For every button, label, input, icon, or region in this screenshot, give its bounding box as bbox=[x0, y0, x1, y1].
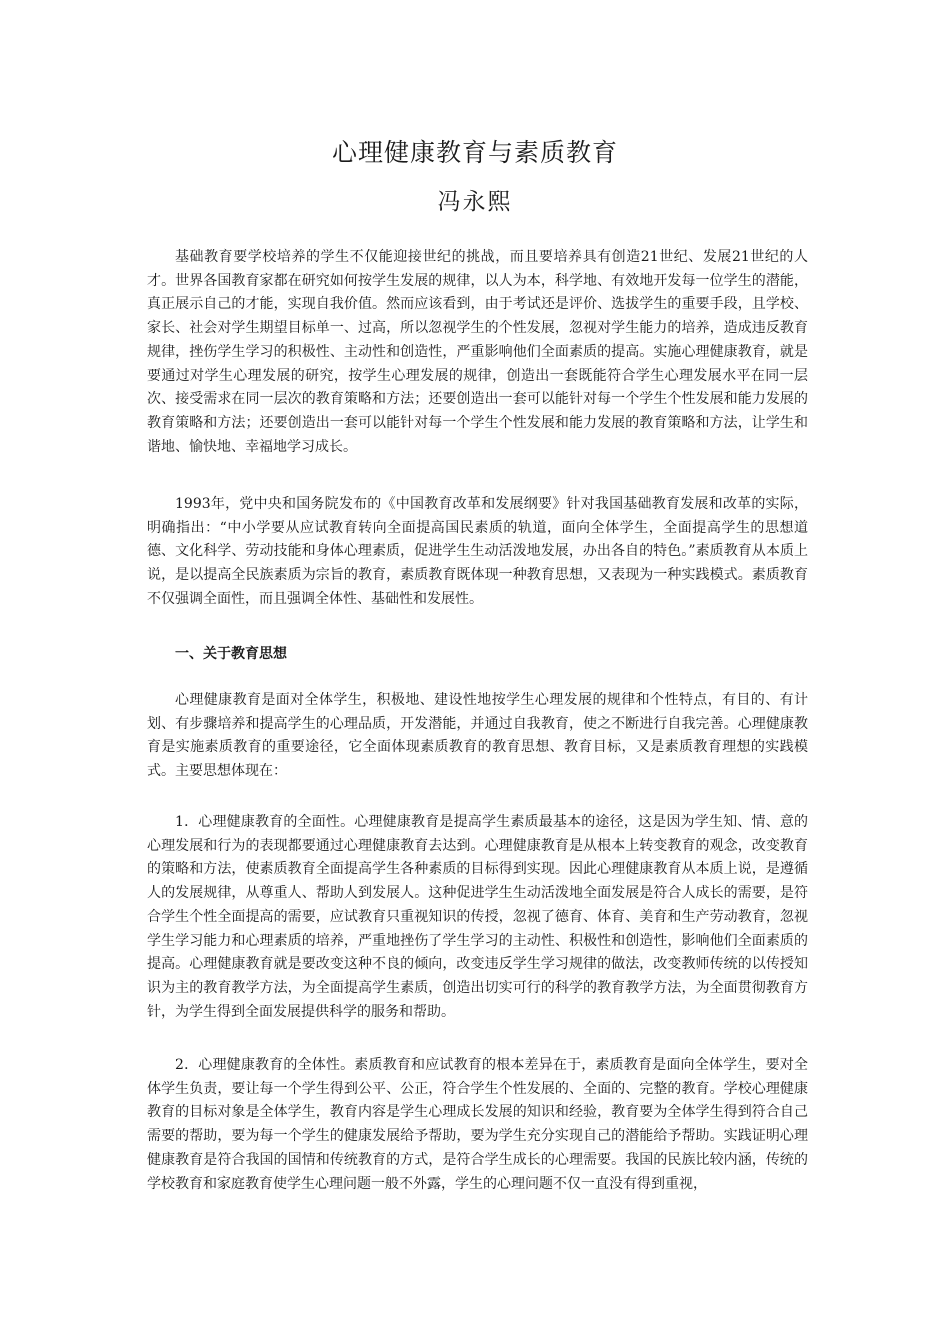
paragraph-1993: 1993年，党中央和国务院发布的《中国教育改革和发展纲要》针对我国基础教育发展和改革的实际，明确指出：“中小学要从应试教育转向全面提高国民素质的轨道，面向全体学生，全面提高学生的思想道德、文化科学、劳动技能和身体心理素质，促进学生生动活泼地发展，办出各自的特色。”素质教育从本质上说，是以提高全民族素质为宗旨的教育，素质教育既体现一种教育思想，又表现为一种实践模式。素质教育不仅强调全面性，而且强调全体性、基础性和发展性。 bbox=[147, 496, 808, 607]
paragraph-point-1: 1．心理健康教育的全面性。心理健康教育是提高学生素质最基本的途径，这是因为学生知、情、意的心理发展和行为的表现都要通过心理健康教育去达到。心理健康教育是从根本上转变教育的观念，改变教育的策略和方法，使素质教育全面提高学生各种素质的目标得到实现。因此心理健康教育从本质上说，是遵循人的发展规律，从尊重人、帮助人到发展人。这种促进学生生动活泼地全面发展是符合人成长的需要，是符合学生个性全面提高的需要，应试教育只重视知识的传授，忽视了德育、体育、美育和生产劳动教育，忽视学生学习能力和心理素质的培养，严重地挫伤了学生学习的主动性、积极性和创造性，影响他们全面素质的提高。心理健康教育就是要改变这种不良的倾向，改变违反学生学习规律的做法，改变教师传统的以传授知识为主的教育教学方法，为全面提高学生素质，创造出切实可行的科学的教育教学方法，为全面贯彻教育方针，为学生得到全面发展提供科学的服务和帮助。 bbox=[147, 814, 808, 1020]
paragraph-intro: 基础教育要学校培养的学生不仅能迎接世纪的挑战，而且要培养具有创造21世纪、发展21世纪的人才。世界各国教育家都在研究如何按学生发展的规律，以人为本，科学地、有效地开发每一位学生的潜能，真正展示自己的才能，实现自我价值。然而应该看到，由于考试还是评价、选拔学生的重要手段，且学校、家长、社会对学生期望目标单一、过高，所以忽视学生的个性发展，忽视对学生能力的培养，造成违反教育规律，挫伤学生学习的积极性、主动性和创造性，严重影响他们全面素质的提高。实施心理健康教育，就是要通过对学生心理发展的研究，按学生心理发展的规律，创造出一套既能符合学生心理发展水平在同一层次、接受需求在同一层次的教育策略和方法；还要创造出一套可以能针对每一个学生个性发展和能力发展的教育策略和方法；还要创造出一套可以能针对每一个学生个性发展和能力发展的教育策略和方法，让学生和谐地、愉快地、幸福地学习成长。 bbox=[147, 249, 808, 455]
document-author: 冯永熙 bbox=[437, 189, 513, 215]
document-title: 心理健康教育与素质教育 bbox=[331, 138, 618, 167]
paragraph-point-2: 2．心理健康教育的全体性。素质教育和应试教育的根本差异在于，素质教育是面向全体学生，要对全体学生负责，要让每一个学生得到公平、公正，符合学生个性发展的、全面的、完整的教育。学校心理健康教育的目标对象是全体学生，教育内容是学生心理成长发展的知识和经验，教育要为全体学生得到符合自己需要的帮助，要为每一个学生的健康发展给予帮助，要为学生充分实现自己的潜能给予帮助。实践证明心理健康教育是符合我国的国情和传统教育的方式，是符合学生成长的心理需要。我国的民族比较内涵，传统的学校教育和家庭教育使学生心理问题一般不外露，学生的心理问题不仅一直没有得到重视， bbox=[147, 1057, 808, 1192]
section-heading: 一、关于教育思想 bbox=[175, 646, 287, 662]
paragraph-section-intro: 心理健康教育是面对全体学生，积极地、建设性地按学生心理发展的规律和个性特点，有目的、有计划、有步骤培养和提高学生的心理品质，开发潜能，并通过自我教育，使之不断进行自我完善。心理健康教育是实施素质教育的重要途径，它全面体现素质教育的教育思想、教育目标，又是素质教育理想的实践模式。主要思想体现在： bbox=[147, 692, 808, 780]
